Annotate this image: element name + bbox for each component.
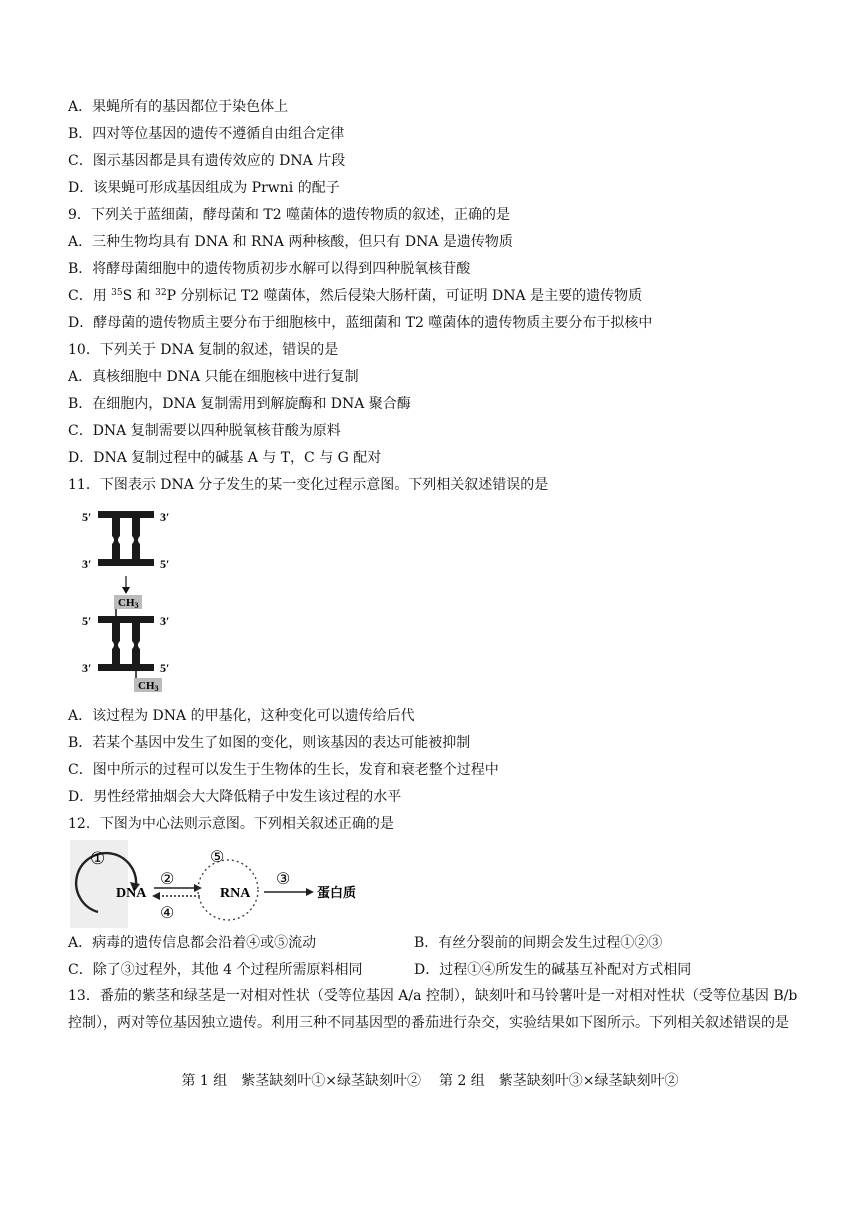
q9-c-sup-32: 32	[155, 288, 167, 298]
q12-option-b: B．有丝分裂前的间期会发生过程①②③	[414, 935, 663, 951]
label-2: ②	[160, 871, 175, 888]
translation-arrowhead	[306, 888, 314, 896]
q11-option-b: B．若某个基因中发生了如图的变化，则该基因的表达可能被抑制	[68, 735, 471, 751]
methyl-label-top: CH3	[118, 597, 139, 610]
label-3: ③	[276, 871, 291, 888]
label-5prime-bottom-right: 5′	[160, 661, 170, 675]
q12-option-c: C．除了③过程外，其他 4 个过程所需原料相同	[68, 962, 363, 978]
label-5prime-top-left: 5′	[82, 510, 92, 524]
strand-bottom-upper	[98, 616, 154, 623]
label-rna: RNA	[220, 886, 251, 901]
q10-option-b: B．在细胞内，DNA 复制需用到解旋酶和 DNA 聚合酶	[68, 396, 411, 412]
methyl-label-bottom: CH3	[138, 680, 159, 693]
q13-group-1: 第 1 组 紫茎缺刻叶①×绿茎缺刻叶②	[181, 1073, 421, 1089]
q12-option-a: A．病毒的遗传信息都会沿着④或⑤流动	[68, 935, 317, 951]
strand-bottom-lower	[98, 664, 154, 671]
q10-option-d: D．DNA 复制过程中的碱基 A 与 T，C 与 G 配对	[68, 450, 382, 466]
label-3prime-top-right: 3′	[160, 510, 170, 524]
base-pair-left-top	[112, 518, 120, 559]
dna-methylation-figure	[76, 506, 186, 696]
q9-c-sup-35: 35	[111, 288, 123, 298]
central-dogma-figure	[70, 840, 370, 928]
label-5prime-bottom-left: 5′	[82, 614, 92, 628]
label-5: ⑤	[210, 849, 225, 866]
base-pair-left-bottom	[112, 623, 120, 664]
q10-stem: 10．下列关于 DNA 复制的叙述，错误的是	[68, 342, 339, 358]
label-protein: 蛋白质	[317, 886, 357, 901]
q8-option-b: B．四对等位基因的遗传不遵循自由组合定律	[68, 126, 345, 142]
q10-option-c: C．DNA 复制需要以四种脱氧核苷酸为原料	[68, 423, 341, 439]
q13-cross-groups	[0, 1071, 860, 1091]
q11-option-c: C．图中所示的过程可以发生于生物体的生长，发育和衰老整个过程中	[68, 762, 499, 778]
q11-stem: 11．下图表示 DNA 分子发生的某一变化过程示意图。下列相关叙述错误的是	[68, 477, 549, 493]
q11-option-d: D．男性经常抽烟会大大降低精子中发生该过程的水平	[68, 789, 402, 805]
q8-option-d: D．该果蝇可形成基因组成为 Prwni 的配子	[68, 180, 340, 196]
q8-option-c: C．图示基因都是具有遗传效应的 DNA 片段	[68, 153, 346, 169]
q12-stem: 12．下图为中心法则示意图。下列相关叙述正确的是	[68, 816, 394, 832]
q9-option-c	[68, 286, 642, 306]
label-5prime-top-right: 5′	[160, 557, 170, 571]
label-3prime-top-left: 3′	[82, 557, 92, 571]
strand-top-upper	[98, 511, 154, 518]
q9-c-text-1: C．用	[68, 288, 112, 304]
q9-option-d: D．酵母菌的遗传物质主要分布于细胞核中，蓝细菌和 T2 噬菌体的遗传物质主要分布于拟核中	[68, 315, 653, 331]
label-dna: DNA	[116, 886, 147, 901]
q13-stem: 13．番茄的紫茎和绿茎是一对相对性状（受等位基因 A/a 控制），缺刻叶和马铃薯叶是一对相对性状（受等位基因 B/b 控制），两对等位基因独立遗传。利用三种不同基因型的番茄进行杂交，实验结果如下图所示。下列相关叙述错误的是	[68, 988, 798, 1031]
base-pair-right-top	[132, 518, 140, 559]
base-pair-right-bottom	[132, 623, 140, 664]
reverse-transcription-arrowhead	[152, 892, 160, 900]
q9-option-b: B．将酵母菌细胞中的遗传物质初步水解可以得到四种脱氧核苷酸	[68, 261, 471, 277]
q9-stem: 9．下列关于蓝细菌，酵母菌和 T2 噬菌体的遗传物质的叙述，正确的是	[68, 207, 511, 223]
label-1: ①	[90, 849, 106, 868]
label-3prime-bottom-right: 3′	[160, 614, 170, 628]
label-3prime-bottom-left: 3′	[82, 661, 92, 675]
q13-group-2: 第 2 组 紫茎缺刻叶③×绿茎缺刻叶②	[439, 1073, 679, 1089]
q9-c-text-2: S 和	[122, 288, 156, 304]
q9-c-text-3: P 分别标记 T2 噬菌体，然后侵染大肠杆菌，可证明 DNA 是主要的遗传物质	[166, 288, 643, 304]
label-4: ④	[160, 905, 175, 922]
strand-top-lower	[98, 559, 154, 566]
q11-option-a: A．该过程为 DNA 的甲基化，这种变化可以遗传给后代	[68, 708, 415, 724]
q9-option-a: A．三种生物均具有 DNA 和 RNA 两种核酸，但只有 DNA 是遗传物质	[68, 234, 513, 250]
q8-option-a: A．果蝇所有的基因都位于染色体上	[68, 99, 289, 115]
q10-option-a: A．真核细胞中 DNA 只能在细胞核中进行复制	[68, 369, 359, 385]
arrow-head	[122, 587, 130, 594]
q12-option-d: D．过程①④所发生的碱基互补配对方式相同	[414, 962, 692, 978]
